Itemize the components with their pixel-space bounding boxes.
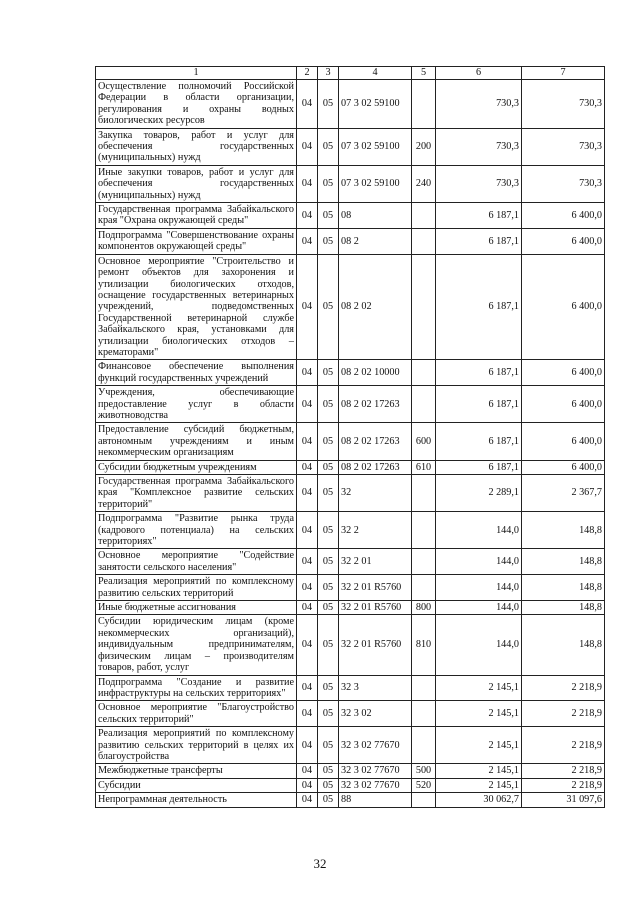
row-name-cell: Непрограммная деятельность	[96, 793, 297, 807]
subsection-code-cell: 05	[318, 793, 339, 807]
row-name-cell: Реализация мероприятий по комплексному развитию сельских территорий в целях их благоустройства	[96, 727, 297, 764]
table-row	[96, 475, 605, 512]
page-number: 32	[313, 856, 327, 871]
table-row	[96, 675, 605, 701]
target-article-cell: 08 2 02	[339, 254, 412, 360]
amount-year2-cell: 730,3	[522, 128, 605, 165]
section-code-cell: 04	[297, 778, 318, 792]
expense-type-cell	[412, 203, 436, 229]
target-article-cell: 32 3 02	[339, 701, 412, 727]
subsection-code-cell: 05	[318, 727, 339, 764]
section-code-cell: 04	[297, 254, 318, 360]
amount-year2-cell: 2 367,7	[522, 475, 605, 512]
subsection-code-cell: 05	[318, 675, 339, 701]
amount-year1-cell: 6 187,1	[436, 254, 522, 360]
section-code-cell: 04	[297, 423, 318, 460]
row-name-cell: Учреждения, обеспечивающие предоставление услуг в области животноводства	[96, 386, 297, 423]
table-row	[96, 203, 605, 229]
amount-year1-cell: 144,0	[436, 549, 522, 575]
subsection-code-cell: 05	[318, 80, 339, 129]
amount-year1-cell: 6 187,1	[436, 423, 522, 460]
table-row	[96, 165, 605, 202]
column-header-1: 1	[96, 67, 297, 80]
expense-type-cell	[412, 228, 436, 254]
expense-type-cell	[412, 386, 436, 423]
target-article-cell: 32 3 02 77670	[339, 778, 412, 792]
amount-year1-cell: 6 187,1	[436, 460, 522, 474]
subsection-code-cell: 05	[318, 203, 339, 229]
table-row	[96, 575, 605, 601]
subsection-code-cell: 05	[318, 460, 339, 474]
amount-year1-cell: 144,0	[436, 615, 522, 675]
table-row	[96, 228, 605, 254]
subsection-code-cell: 05	[318, 701, 339, 727]
section-code-cell: 04	[297, 701, 318, 727]
amount-year1-cell: 730,3	[436, 128, 522, 165]
table-row	[96, 128, 605, 165]
row-name-cell: Иные бюджетные ассигнования	[96, 601, 297, 615]
amount-year2-cell: 6 400,0	[522, 386, 605, 423]
expense-type-cell	[412, 80, 436, 129]
expense-type-cell: 520	[412, 778, 436, 792]
table-row	[96, 460, 605, 474]
expense-type-cell: 500	[412, 764, 436, 778]
section-code-cell: 04	[297, 575, 318, 601]
column-header-4: 4	[339, 67, 412, 80]
table-row	[96, 360, 605, 386]
row-name-cell: Подпрограмма "Создание и развитие инфраструктуры на сельских территориях"	[96, 675, 297, 701]
row-name-cell: Основное мероприятие "Строительство и ремонт объектов для захоронения и утилизации биологических отходов, оснащение государственных ветеринарных учреждений, подведомственных Государственной ветеринарной службе Забайкальского края, установками для утилизации биологических отходов – крематорами"	[96, 254, 297, 360]
amount-year1-cell: 144,0	[436, 512, 522, 549]
column-header-3: 3	[318, 67, 339, 80]
table-row	[96, 254, 605, 360]
target-article-cell: 08 2	[339, 228, 412, 254]
target-article-cell: 32	[339, 475, 412, 512]
subsection-code-cell: 05	[318, 475, 339, 512]
column-header-5: 5	[412, 67, 436, 80]
amount-year2-cell: 6 400,0	[522, 423, 605, 460]
table-row	[96, 727, 605, 764]
target-article-cell: 32 2 01 R5760	[339, 575, 412, 601]
subsection-code-cell: 05	[318, 601, 339, 615]
subsection-code-cell: 05	[318, 764, 339, 778]
amount-year2-cell: 6 400,0	[522, 203, 605, 229]
row-name-cell: Предоставление субсидий бюджетным, автономным учреждениям и иным некоммерческим организациям	[96, 423, 297, 460]
row-name-cell: Субсидии	[96, 778, 297, 792]
target-article-cell: 07 3 02 59100	[339, 80, 412, 129]
table-row	[96, 764, 605, 778]
column-header-7: 7	[522, 67, 605, 80]
subsection-code-cell: 05	[318, 360, 339, 386]
target-article-cell: 08	[339, 203, 412, 229]
amount-year2-cell: 6 400,0	[522, 360, 605, 386]
section-code-cell: 04	[297, 203, 318, 229]
target-article-cell: 32 2 01 R5760	[339, 615, 412, 675]
section-code-cell: 04	[297, 601, 318, 615]
section-code-cell: 04	[297, 460, 318, 474]
table-row	[96, 549, 605, 575]
row-name-cell: Закупка товаров, работ и услуг для обеспечения государственных (муниципальных) нужд	[96, 128, 297, 165]
expense-type-cell: 600	[412, 423, 436, 460]
section-code-cell: 04	[297, 615, 318, 675]
amount-year1-cell: 6 187,1	[436, 360, 522, 386]
amount-year2-cell: 148,8	[522, 549, 605, 575]
amount-year2-cell: 2 218,9	[522, 727, 605, 764]
section-code-cell: 04	[297, 228, 318, 254]
row-name-cell: Финансовое обеспечение выполнения функций государственных учреждений	[96, 360, 297, 386]
row-name-cell: Основное мероприятие "Содействие занятости сельского населения"	[96, 549, 297, 575]
table-row	[96, 701, 605, 727]
header-row	[96, 67, 605, 80]
amount-year2-cell: 2 218,9	[522, 764, 605, 778]
target-article-cell: 08 2 02 17263	[339, 386, 412, 423]
expense-type-cell	[412, 360, 436, 386]
amount-year1-cell: 2 145,1	[436, 675, 522, 701]
row-name-cell: Подпрограмма "Совершенствование охраны компонентов окружающей среды"	[96, 228, 297, 254]
amount-year2-cell: 148,8	[522, 512, 605, 549]
section-code-cell: 04	[297, 80, 318, 129]
amount-year1-cell: 6 187,1	[436, 203, 522, 229]
target-article-cell: 08 2 02 17263	[339, 460, 412, 474]
section-code-cell: 04	[297, 727, 318, 764]
amount-year1-cell: 2 289,1	[436, 475, 522, 512]
amount-year1-cell: 2 145,1	[436, 701, 522, 727]
expense-type-cell	[412, 512, 436, 549]
section-code-cell: 04	[297, 360, 318, 386]
expense-type-cell: 810	[412, 615, 436, 675]
amount-year1-cell: 6 187,1	[436, 386, 522, 423]
table-row	[96, 80, 605, 129]
table-row	[96, 423, 605, 460]
row-name-cell: Осуществление полномочий Российской Федерации в области организации, регулирования и охраны водных биологических ресурсов	[96, 80, 297, 129]
expense-type-cell: 800	[412, 601, 436, 615]
section-code-cell: 04	[297, 675, 318, 701]
amount-year2-cell: 2 218,9	[522, 701, 605, 727]
amount-year2-cell: 148,8	[522, 601, 605, 615]
subsection-code-cell: 05	[318, 512, 339, 549]
table-row	[96, 615, 605, 675]
target-article-cell: 32 3	[339, 675, 412, 701]
table-row	[96, 601, 605, 615]
amount-year1-cell: 2 145,1	[436, 727, 522, 764]
section-code-cell: 04	[297, 128, 318, 165]
subsection-code-cell: 05	[318, 575, 339, 601]
amount-year1-cell: 730,3	[436, 165, 522, 202]
subsection-code-cell: 05	[318, 386, 339, 423]
subsection-code-cell: 05	[318, 228, 339, 254]
row-name-cell: Субсидии бюджетным учреждениям	[96, 460, 297, 474]
table-row	[96, 386, 605, 423]
row-name-cell: Государственная программа Забайкальского края "Комплексное развитие сельских территорий"	[96, 475, 297, 512]
table-row	[96, 793, 605, 807]
amount-year1-cell: 144,0	[436, 601, 522, 615]
target-article-cell: 08 2 02 17263	[339, 423, 412, 460]
subsection-code-cell: 05	[318, 549, 339, 575]
amount-year2-cell: 2 218,9	[522, 675, 605, 701]
row-name-cell: Основное мероприятие "Благоустройство сельских территорий"	[96, 701, 297, 727]
expense-type-cell	[412, 475, 436, 512]
section-code-cell: 04	[297, 793, 318, 807]
expense-type-cell	[412, 254, 436, 360]
amount-year2-cell: 2 218,9	[522, 778, 605, 792]
amount-year2-cell: 730,3	[522, 80, 605, 129]
subsection-code-cell: 05	[318, 165, 339, 202]
target-article-cell: 32 2 01 R5760	[339, 601, 412, 615]
target-article-cell: 32 2	[339, 512, 412, 549]
target-article-cell: 88	[339, 793, 412, 807]
row-name-cell: Иные закупки товаров, работ и услуг для обеспечения государственных (муниципальных) нужд	[96, 165, 297, 202]
expense-type-cell	[412, 727, 436, 764]
column-header-6: 6	[436, 67, 522, 80]
section-code-cell: 04	[297, 475, 318, 512]
expense-type-cell: 610	[412, 460, 436, 474]
expense-type-cell: 200	[412, 128, 436, 165]
table-row	[96, 512, 605, 549]
amount-year2-cell: 148,8	[522, 575, 605, 601]
amount-year2-cell: 148,8	[522, 615, 605, 675]
amount-year2-cell: 6 400,0	[522, 228, 605, 254]
subsection-code-cell: 05	[318, 423, 339, 460]
target-article-cell: 32 3 02 77670	[339, 764, 412, 778]
amount-year2-cell: 730,3	[522, 165, 605, 202]
target-article-cell: 07 3 02 59100	[339, 165, 412, 202]
subsection-code-cell: 05	[318, 254, 339, 360]
amount-year1-cell: 6 187,1	[436, 228, 522, 254]
amount-year1-cell: 30 062,7	[436, 793, 522, 807]
expense-type-cell	[412, 675, 436, 701]
subsection-code-cell: 05	[318, 128, 339, 165]
amount-year1-cell: 2 145,1	[436, 778, 522, 792]
column-header-2: 2	[297, 67, 318, 80]
expense-type-cell	[412, 701, 436, 727]
amount-year1-cell: 2 145,1	[436, 764, 522, 778]
amount-year1-cell: 144,0	[436, 575, 522, 601]
budget-table	[95, 66, 605, 808]
amount-year2-cell: 31 097,6	[522, 793, 605, 807]
target-article-cell: 08 2 02 10000	[339, 360, 412, 386]
expense-type-cell	[412, 793, 436, 807]
section-code-cell: 04	[297, 386, 318, 423]
table-row	[96, 778, 605, 792]
subsection-code-cell: 05	[318, 615, 339, 675]
row-name-cell: Подпрограмма "Развитие рынка труда (кадрового потенциала) на сельских территориях"	[96, 512, 297, 549]
expense-type-cell	[412, 575, 436, 601]
row-name-cell: Реализация мероприятий по комплексному развитию сельских территорий	[96, 575, 297, 601]
amount-year2-cell: 6 400,0	[522, 460, 605, 474]
expense-type-cell	[412, 549, 436, 575]
section-code-cell: 04	[297, 549, 318, 575]
section-code-cell: 04	[297, 512, 318, 549]
row-name-cell: Субсидии юридическим лицам (кроме некоммерческих организаций), индивидуальным предпринимателям, физическим лицам – производителям товаров, работ, услуг	[96, 615, 297, 675]
section-code-cell: 04	[297, 764, 318, 778]
section-code-cell: 04	[297, 165, 318, 202]
amount-year1-cell: 730,3	[436, 80, 522, 129]
subsection-code-cell: 05	[318, 778, 339, 792]
expense-type-cell: 240	[412, 165, 436, 202]
target-article-cell: 32 3 02 77670	[339, 727, 412, 764]
target-article-cell: 07 3 02 59100	[339, 128, 412, 165]
target-article-cell: 32 2 01	[339, 549, 412, 575]
amount-year2-cell: 6 400,0	[522, 254, 605, 360]
row-name-cell: Межбюджетные трансферты	[96, 764, 297, 778]
row-name-cell: Государственная программа Забайкальского края "Охрана окружающей среды"	[96, 203, 297, 229]
